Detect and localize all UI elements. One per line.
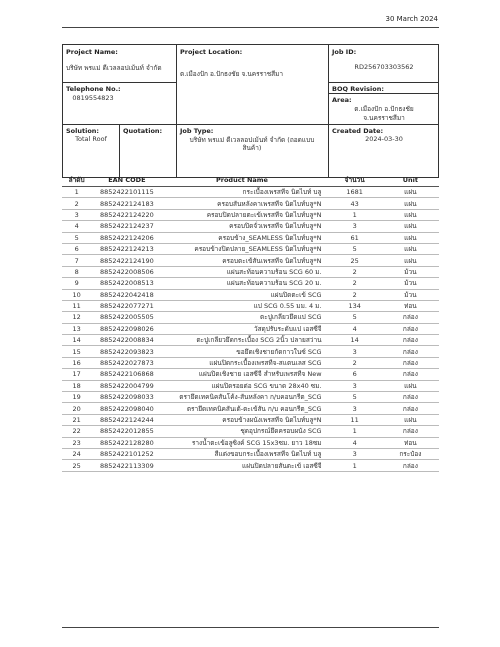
ean-code: 8852422128280	[91, 437, 162, 448]
job-type-label: Job Type:	[180, 127, 214, 135]
table-row	[62, 369, 439, 380]
table-row	[62, 392, 439, 403]
product-name: ขอยึดเชิงชายกัดกาวในซ์ SCG	[162, 346, 327, 357]
unit: กล่อง	[382, 335, 439, 346]
created-date: 2024-03-30	[365, 135, 403, 143]
bottom-divider	[62, 627, 439, 628]
ean-code: 8852422098033	[91, 392, 162, 403]
quotation-label: Quotation:	[123, 127, 163, 135]
table-row	[62, 426, 439, 437]
row-number: 14	[62, 335, 91, 346]
row-number: 15	[62, 346, 91, 357]
quantity: 61	[328, 232, 382, 243]
row-number: 5	[62, 232, 91, 243]
unit: แผ่น	[382, 198, 439, 209]
table-row	[62, 323, 439, 334]
product-name: กระเบื้องเพรสทีจ นิดไบท์ บลู	[162, 187, 327, 198]
solution: Total Roof	[75, 135, 107, 143]
ean-code: 8852422008506	[91, 266, 162, 277]
row-number: 8	[62, 266, 91, 277]
table-row	[62, 266, 439, 277]
unit: ม้วน	[382, 278, 439, 289]
area-label: Area:	[332, 96, 352, 104]
unit: กล่อง	[382, 323, 439, 334]
quantity: 25	[328, 255, 382, 266]
ean-code: 8852422124206	[91, 232, 162, 243]
quantity: 3	[328, 346, 382, 357]
job-type-line-1: บริษัท พรแม่ ดีเวลลอปเม้นท์ จำกัด (ถอดแบบ	[189, 136, 315, 144]
unit: ม้วน	[382, 289, 439, 300]
product-name: ครอบปิดจั่วเพรสทีจ นิดไบท์บลู*N	[162, 221, 327, 232]
unit: กระป๋อง	[382, 448, 439, 459]
row-number: 12	[62, 312, 91, 323]
row-number: 21	[62, 414, 91, 425]
quantity: 5	[328, 243, 382, 254]
table-row	[62, 221, 439, 232]
table-row	[62, 357, 439, 368]
row-number: 10	[62, 289, 91, 300]
ean-code: 8852422098026	[91, 323, 162, 334]
telephone-label: Telephone No.:	[66, 85, 121, 93]
table-row	[62, 209, 439, 220]
row-number: 11	[62, 300, 91, 311]
quantity: 4	[328, 323, 382, 334]
ean-code: 8852422124237	[91, 221, 162, 232]
unit: แผ่น	[382, 243, 439, 254]
product-name: ครอบตะเข้สันเพรสทีจ นิดไบท์บลู*N	[162, 255, 327, 266]
table-row	[62, 460, 439, 471]
row-number: 22	[62, 426, 91, 437]
unit: กล่อง	[382, 312, 439, 323]
top-divider	[62, 27, 439, 28]
ean-code: 8852422124213	[91, 243, 162, 254]
product-name: แผ่นปิดตะเข้ SCG	[162, 289, 327, 300]
ean-code: 8852422124190	[91, 255, 162, 266]
ean-code: 8852422012855	[91, 426, 162, 437]
table-row	[62, 414, 439, 425]
row-number: 3	[62, 209, 91, 220]
ean-code: 8852422106868	[91, 369, 162, 380]
table-row	[62, 448, 439, 459]
quantity: 6	[328, 369, 382, 380]
header-product-name: Product Name	[162, 174, 327, 187]
ean-code: 8852422124244	[91, 414, 162, 425]
product-name: ครอบปิดปลายตะเข้เพรสทีจ นิดไบท์บลู*N	[162, 209, 327, 220]
product-name: ตรายึดเทคนิคสันโค้ง-สันหลังคา ก/บคอนกรีต_SCG	[162, 392, 327, 403]
quantity: 3	[328, 221, 382, 232]
area-line-1: ต.เมืองปัก อ.ปักธงชัย	[354, 105, 414, 113]
unit: ม้วน	[382, 266, 439, 277]
boq-revision-label: BOQ Revision:	[332, 85, 384, 93]
row-number: 19	[62, 392, 91, 403]
row-number: 23	[62, 437, 91, 448]
info-divider	[176, 45, 177, 178]
unit: แผ่น	[382, 414, 439, 425]
project-name-label: Project Name:	[66, 48, 118, 56]
product-name: ชุดอุปกรณ์ยึดครอบผนัง SCG	[162, 426, 327, 437]
product-name: ตะปูเกลียวยึดแป SCG	[162, 312, 327, 323]
quantity: 2	[328, 289, 382, 300]
ean-code: 8852422008834	[91, 335, 162, 346]
quantity: 14	[328, 335, 382, 346]
unit: ท่อน	[382, 437, 439, 448]
row-number: 18	[62, 380, 91, 391]
row-number: 7	[62, 255, 91, 266]
table-row	[62, 380, 439, 391]
quantity: 43	[328, 198, 382, 209]
quantity: 2	[328, 266, 382, 277]
ean-code: 8852422113309	[91, 460, 162, 471]
product-name: แผ่นสะท้อนความร้อน SCG 20 ม.	[162, 278, 327, 289]
product-name: แผ่นปิดปลายสันตะเข้ เอสซีจี	[162, 460, 327, 471]
row-number: 4	[62, 221, 91, 232]
boq-items-table	[62, 174, 439, 472]
row-number: 2	[62, 198, 91, 209]
project-location-label: Project Location:	[180, 48, 243, 56]
quantity: 1	[328, 460, 382, 471]
table-row	[62, 335, 439, 346]
ean-code: 8852422042418	[91, 289, 162, 300]
document-date: 30 March 2024	[385, 15, 438, 23]
product-name: สีแต่งขอบกระเบื้องเพรสทีจ นิดไบท์ บลู	[162, 448, 327, 459]
product-name: แผ่นปิดเชิงชาย เอสซีจี สำหรับเพรสทีจ New	[162, 369, 327, 380]
table-header-row	[62, 174, 439, 187]
row-number: 20	[62, 403, 91, 414]
table-row	[62, 187, 439, 198]
unit: แผ่น	[382, 232, 439, 243]
product-name: แผ่นปิดกระเบื้องเพรสทีจ-สแตนเลส SCG	[162, 357, 327, 368]
row-number: 16	[62, 357, 91, 368]
product-name: แผ่นปิดรอยต่อ SCG ขนาด 28x40 ซม.	[162, 380, 327, 391]
ean-code: 8852422124220	[91, 209, 162, 220]
telephone: 0819554823	[72, 94, 114, 102]
table-row	[62, 232, 439, 243]
product-name: ครอบข้างผนังเพรสทีจ นิดไบท์บลู*N	[162, 414, 327, 425]
unit: กล่อง	[382, 392, 439, 403]
unit: กล่อง	[382, 426, 439, 437]
ean-code: 8852422124183	[91, 198, 162, 209]
quantity: 3	[328, 380, 382, 391]
table-row	[62, 289, 439, 300]
quantity: 11	[328, 414, 382, 425]
row-number: 9	[62, 278, 91, 289]
unit: แผ่น	[382, 380, 439, 391]
header-no: ลำดับ	[62, 174, 91, 187]
unit: กล่อง	[382, 460, 439, 471]
unit: แผ่น	[382, 255, 439, 266]
unit: ท่อน	[382, 300, 439, 311]
table-row	[62, 243, 439, 254]
unit: กล่อง	[382, 357, 439, 368]
product-name: ตะปูเกลียวยึดกระเบื้อง SCG 2นิ้ว ปลายสว่าน	[162, 335, 327, 346]
product-name: แผ่นสะท้อนความร้อน SCG 60 ม.	[162, 266, 327, 277]
product-name: รางน้ำตะเข้อลูซิงค์ SCG 15x3ซม. ยาว 18ซม	[162, 437, 327, 448]
quantity: 134	[328, 300, 382, 311]
row-number: 24	[62, 448, 91, 459]
unit: กล่อง	[382, 346, 439, 357]
ean-code: 8852422093823	[91, 346, 162, 357]
quantity: 1	[328, 426, 382, 437]
product-name: ครอบข้าง_SEAMLESS นิดไบท์บลู*N	[162, 232, 327, 243]
ean-code: 8852422005505	[91, 312, 162, 323]
ean-code: 8852422008513	[91, 278, 162, 289]
row-number: 6	[62, 243, 91, 254]
ean-code: 8852422004799	[91, 380, 162, 391]
table-row	[62, 255, 439, 266]
quantity: 4	[328, 437, 382, 448]
table-row	[62, 403, 439, 414]
quantity: 2	[328, 357, 382, 368]
product-name: ครอบสันหลังคาเพรสทีจ นิดไบท์บลู*N	[162, 198, 327, 209]
header-unit: Unit	[382, 174, 439, 187]
quantity: 1	[328, 209, 382, 220]
quantity: 2	[328, 278, 382, 289]
job-id-label: Job ID:	[332, 48, 357, 56]
table-row	[62, 437, 439, 448]
job-type-line-2: สินค้า)	[242, 144, 262, 152]
row-number: 13	[62, 323, 91, 334]
table-row	[62, 198, 439, 209]
ean-code: 8852422101252	[91, 448, 162, 459]
quantity: 1681	[328, 187, 382, 198]
unit: แผ่น	[382, 221, 439, 232]
project-info-box	[62, 44, 439, 178]
table-row	[62, 312, 439, 323]
table-row	[62, 278, 439, 289]
ean-code: 8852422077271	[91, 300, 162, 311]
ean-code: 8852422027873	[91, 357, 162, 368]
row-number: 1	[62, 187, 91, 198]
unit: กล่อง	[382, 369, 439, 380]
header-quantity: จำนวน	[328, 174, 382, 187]
row-number: 25	[62, 460, 91, 471]
ean-code: 8852422101115	[91, 187, 162, 198]
quantity: 5	[328, 392, 382, 403]
project-name: บริษัท พรแม่ ดีเวลลอปเม้นท์ จำกัด	[66, 64, 162, 72]
unit: แผ่น	[382, 187, 439, 198]
job-id: RD256703303562	[354, 63, 414, 71]
unit: แผ่น	[382, 209, 439, 220]
table-row	[62, 300, 439, 311]
created-date-label: Created Date:	[332, 127, 384, 135]
project-location: ต.เมืองปัก อ.ปักธงชัย จ.นครราชสีมา	[180, 70, 284, 78]
solution-label: Solution:	[66, 127, 100, 135]
product-name: แป SCG 0.55 มม. 4 ม.	[162, 300, 327, 311]
product-name: ตรายึดเทคนิคสันเต้-ตะเข้สัน ก/บ คอนกรีต_SCG	[162, 403, 327, 414]
quantity: 3	[328, 448, 382, 459]
unit: กล่อง	[382, 403, 439, 414]
product-name: ครอบข้างปิดปลาย_SEAMLESS นิดไบท์บลู*N	[162, 243, 327, 254]
quantity: 5	[328, 312, 382, 323]
product-name: วัสดุปรับระดับแป เอสซีจี	[162, 323, 327, 334]
header-ean: EAN CODE	[91, 174, 162, 187]
area-line-2: จ.นครราชสีมา	[363, 114, 405, 122]
row-number: 17	[62, 369, 91, 380]
quantity: 3	[328, 403, 382, 414]
ean-code: 8852422098040	[91, 403, 162, 414]
table-row	[62, 346, 439, 357]
